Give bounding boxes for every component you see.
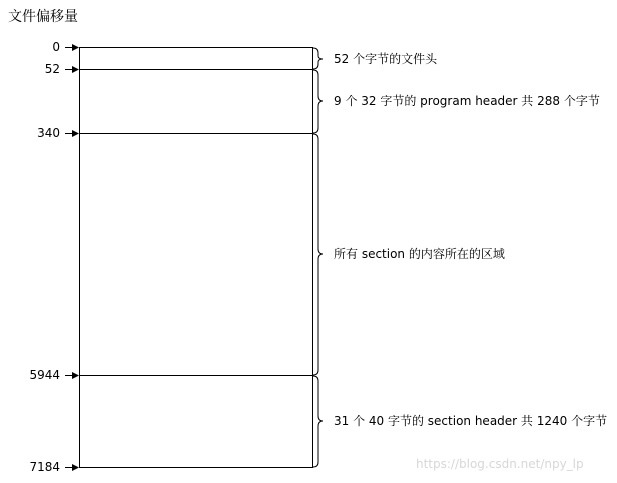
brace-program-header xyxy=(313,70,323,133)
watermark-text: https://blog.csdn.net/npy_lp xyxy=(416,457,584,471)
note-section-header: 31 个 40 字节的 section header 共 1240 个字节 xyxy=(334,414,608,428)
diagram-title: 文件偏移量 xyxy=(8,9,78,25)
note-file-header: 52 个字节的文件头 xyxy=(334,52,438,66)
file-block-outline xyxy=(80,48,313,468)
brace-section-header xyxy=(313,376,323,467)
brace-section-content xyxy=(313,134,323,375)
offset-label-7184: 7184 xyxy=(29,460,60,474)
offset-label-0: 0 xyxy=(52,40,60,54)
note-program-header: 9 个 32 字节的 program header 共 288 个字节 xyxy=(334,94,600,108)
brace-file-header xyxy=(313,48,323,69)
offset-arrow-0 xyxy=(65,44,79,51)
offset-arrow-7184 xyxy=(65,464,79,471)
offset-arrow-340 xyxy=(65,130,79,137)
offset-label-52: 52 xyxy=(44,62,60,76)
offset-label-5944: 5944 xyxy=(29,368,60,382)
offset-arrow-5944 xyxy=(65,372,79,379)
note-section-content: 所有 section 的内容所在的区域 xyxy=(334,247,505,261)
offset-label-340: 340 xyxy=(37,126,60,140)
offset-arrow-52 xyxy=(65,66,79,73)
